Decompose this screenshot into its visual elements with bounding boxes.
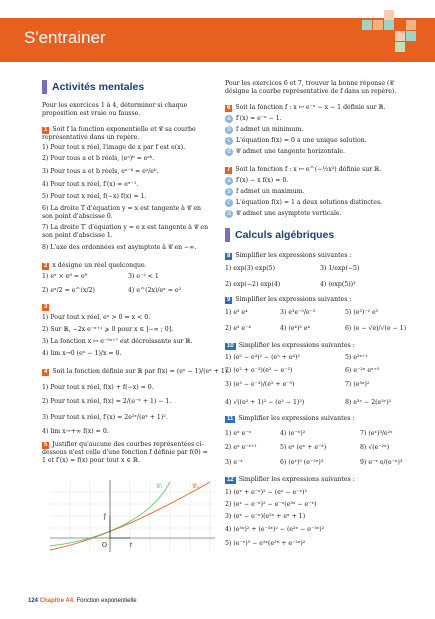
exercise-3-head: 3 bbox=[44, 304, 48, 310]
list-item: 1) eˣ e⁻ˣ bbox=[225, 430, 252, 437]
list-item: 2) e³ e⁻⁴ bbox=[225, 325, 251, 332]
right-intro: Pour les exercices 6 et 7, trouver la bonne réponse (𝒞 désigne la courbe représentative de f dans un repère). bbox=[225, 80, 397, 96]
exercise-6-head: 6 Soit la fonction f : x ↦ e⁻ˣ − x − 1 définie sur ℝ. bbox=[227, 104, 386, 111]
list-item: 3) La fonction x ↦ e⁻³ˣ⁺⁷ est décroissante sur ℝ. bbox=[42, 338, 193, 345]
list-item: 4) (e³ˣ)² + (e⁻³ˣ)² − (e³ˣ − e⁻³ˣ)² bbox=[225, 526, 325, 533]
list-item: 3) e⁻² < 1 bbox=[128, 273, 159, 280]
list-item: 1) Pour tout x réel, f(x) + f(−x) = 0. bbox=[42, 384, 154, 391]
exercise-5-graph bbox=[50, 480, 215, 552]
list-item: 1) Pour tout x réel, l'image de x par f est e(x). bbox=[42, 144, 186, 151]
exercise-1-head: 1 Soit f la fonction exponentielle et 𝒞 sa courbe représentative dans un repère. bbox=[42, 126, 196, 142]
list-item: 4) √((e² + 1)² − (e² − 1)²) bbox=[225, 399, 305, 406]
page-footer bbox=[28, 598, 137, 604]
option-item: b f admet un minimum. bbox=[225, 126, 303, 134]
list-item: 6) (e − √e)/√(e − 1) bbox=[345, 325, 407, 332]
list-item: 4) (e⁻ˣ)² bbox=[280, 430, 306, 437]
exercise-11-head: 11 Simplifier les expressions suivantes : bbox=[227, 415, 355, 422]
option-item: d 𝒞 admet une asymptote verticale. bbox=[225, 210, 342, 218]
label-o: O bbox=[102, 542, 107, 549]
list-item: 4) (e⁴)³ e⁴ bbox=[280, 325, 310, 332]
exercise-8-head: 8 Simplifier les expressions suivantes : bbox=[227, 252, 352, 259]
list-item: 2) eˣ e⁻ˣ⁺¹ bbox=[225, 444, 257, 451]
list-item: 6) La droite T d'équation y = x est tangente à 𝒞 en son point d'abscisse 0. bbox=[42, 205, 202, 221]
exercise-5-head: 5 Justifier qu'aucune des courbes représentées ci-dessous n'est celle d'une fonction f définie par f(0) = 1 et f′(x) = f(x) pour tout x ∈ ℝ. bbox=[42, 441, 208, 465]
list-item: 5) Pour tout x réel, f(−x) f(x) = 1. bbox=[42, 193, 147, 200]
page-number: 124 bbox=[28, 598, 39, 604]
list-item: 4) (exp(5))³ bbox=[320, 281, 356, 288]
label-c2: 𝒞₂ bbox=[192, 483, 199, 490]
option-item: c L'équation f(x) = 1 a deux solutions distinctes. bbox=[225, 199, 382, 207]
exercise-2-head: 2 x désigne un réel quelconque. bbox=[44, 262, 147, 269]
list-item: 1) exp(3) exp(5) bbox=[225, 265, 276, 272]
section-title-activites: Activités mentales bbox=[52, 81, 145, 93]
list-item: 1) e³ e⁴ bbox=[225, 309, 248, 316]
section-title-calculs: Calculs algébriques bbox=[235, 229, 335, 241]
list-item: 1) (eˣ + e⁻ˣ)² − (eˣ − e⁻ˣ)² bbox=[225, 489, 307, 496]
list-item: 2) Sur ℝ, −2x e⁻ˣ⁺¹ ⩾ 0 pour x ∈ ]−∞ ; 0]. bbox=[42, 326, 174, 333]
list-item: 7) (e³ˣ)² bbox=[345, 381, 370, 388]
exercise-9-head: 9 Simplifier les expressions suivantes : bbox=[227, 296, 352, 303]
list-item: 4) e^(2x)/eˣ = e² bbox=[128, 287, 182, 294]
list-item: 1) (e⁵ − e⁴)² − (e⁵ + e⁴)² bbox=[225, 354, 300, 361]
list-item: 5) eˣ (eˣ + e⁻ˣ) bbox=[280, 444, 327, 451]
list-item: 9) e⁻ˣ e/(e⁻ˣ)³ bbox=[360, 459, 403, 466]
list-item: 2) eˣ/2 = e^(x/2) bbox=[42, 287, 95, 294]
list-item: 3) 1/exp(−5) bbox=[320, 265, 360, 272]
list-item: 5) (e³)⁻² e⁵ bbox=[345, 309, 379, 316]
list-item: 6) e⁻²ˣ eˣ⁺⁵ bbox=[345, 367, 380, 374]
list-item: 2) (e² + e⁻²)(e² − e⁻²) bbox=[225, 367, 293, 374]
option-item: a f′(x) = e⁻ˣ − 1. bbox=[225, 115, 282, 123]
list-item: 1) eˣ × e⁸ = e⁸ bbox=[42, 273, 88, 280]
list-item: 1) Pour tout x réel, eˣ > 0 ⇒ x < 0. bbox=[42, 314, 151, 321]
exercise-7-head: 7 Soit la fonction f : x ↦ e^(−½x²) définie sur ℝ. bbox=[227, 166, 382, 173]
chapter-label: Chapitre A4. bbox=[39, 598, 75, 604]
list-item: 3) (e³ − e⁻³)/(e² + e⁻³) bbox=[225, 381, 295, 388]
option-item: c L'équation f(x) = 0 a une unique solution. bbox=[225, 137, 367, 145]
list-item: 3) e³e⁻⁵/e⁻² bbox=[280, 309, 316, 316]
list-item: 3) Pour tous a et b réels, eᵃ⁻ᵇ = eᵃ/eᵇ. bbox=[42, 168, 159, 175]
list-item: 8) √(e⁻²ˣ) bbox=[360, 444, 390, 451]
section-bar bbox=[42, 80, 47, 94]
exercise-12-head: 12 Simplifier les expressions suivantes : bbox=[227, 476, 355, 483]
option-item: b f admet un maximum. bbox=[225, 188, 305, 196]
list-item: 5) (e⁻ˣ)⁵ − e²ˣ(e²ˣ + e⁻²ˣ)² bbox=[225, 540, 306, 547]
chapter-title: Fonction exponentielle bbox=[76, 598, 137, 604]
list-item: 4) Pour tout x réel, f′(x) = eˣ⁻¹. bbox=[42, 181, 139, 188]
list-item: 5) e²ˣ⁺¹ bbox=[345, 354, 368, 361]
left-intro: Pour les exercices 1 à 4, déterminer si chaque proposition est vraie ou fausse. bbox=[42, 102, 188, 118]
exercise-10-head: 10 Simplifier les expressions suivantes : bbox=[227, 342, 355, 349]
section-bar bbox=[225, 228, 230, 242]
list-item: 3) Pour tout x réel, f′(x) = 2e²ˣ/(eˣ + 1)². bbox=[42, 414, 168, 421]
list-item: 2) Pour tous a et b réels, (eᵃ)ᵇ = eᵃᵇ. bbox=[42, 155, 155, 162]
list-item: 8) e³ʸ − 2(e³ʸ)² bbox=[345, 399, 392, 406]
list-item: 7) (eˣ)³/e²ˣ bbox=[360, 430, 393, 437]
list-item: 4) lim x→0 (eˣ − 1)/x = 0. bbox=[42, 350, 122, 357]
label-i: i⃗ bbox=[130, 542, 132, 549]
list-item: 4) lim x→+∞ f(x) = 0. bbox=[42, 428, 109, 435]
list-item: 2) Pour tout x réel, f(x) = 2/(e⁻ˣ + 1) − 1. bbox=[42, 398, 172, 405]
list-item: 8) L'axe des ordonnées est asymptote à 𝒞 en −∞. bbox=[42, 244, 197, 251]
label-j: j⃗ bbox=[104, 513, 106, 520]
list-item: 7) La droite T′ d'équation y = e x est tangente à 𝒞 en son point d'abscisse 1. bbox=[42, 224, 209, 240]
list-item: 2) (eˣ − e⁻ˣ)² − e⁻ˣ(e³ˣ − e⁻ˣ) bbox=[225, 501, 317, 508]
exercise-4-head: 4 Soit la fonction définie sur ℝ par f(x) = (eˣ − 1)/(eˣ + 1). bbox=[44, 368, 230, 375]
option-item: d 𝒞 admet une tangente horizontale. bbox=[225, 148, 345, 156]
decorative-tiles-icon bbox=[362, 10, 417, 65]
list-item: 3) (eˣ − e⁻ˣ)(e²ˣ + eˣ + 1) bbox=[225, 513, 306, 520]
option-item: a f′(x) − x f(x) = 0. bbox=[225, 177, 288, 185]
page-title: S'entrainer bbox=[24, 28, 106, 47]
list-item: 6) (eˣ)⁵ (e⁻²ˣ)³ bbox=[280, 459, 324, 466]
list-item: 2) exp(−2) exp(4) bbox=[225, 281, 281, 288]
list-item: 3) e⁻ˣ bbox=[225, 459, 243, 466]
label-c1: 𝒞₁ bbox=[156, 483, 163, 490]
